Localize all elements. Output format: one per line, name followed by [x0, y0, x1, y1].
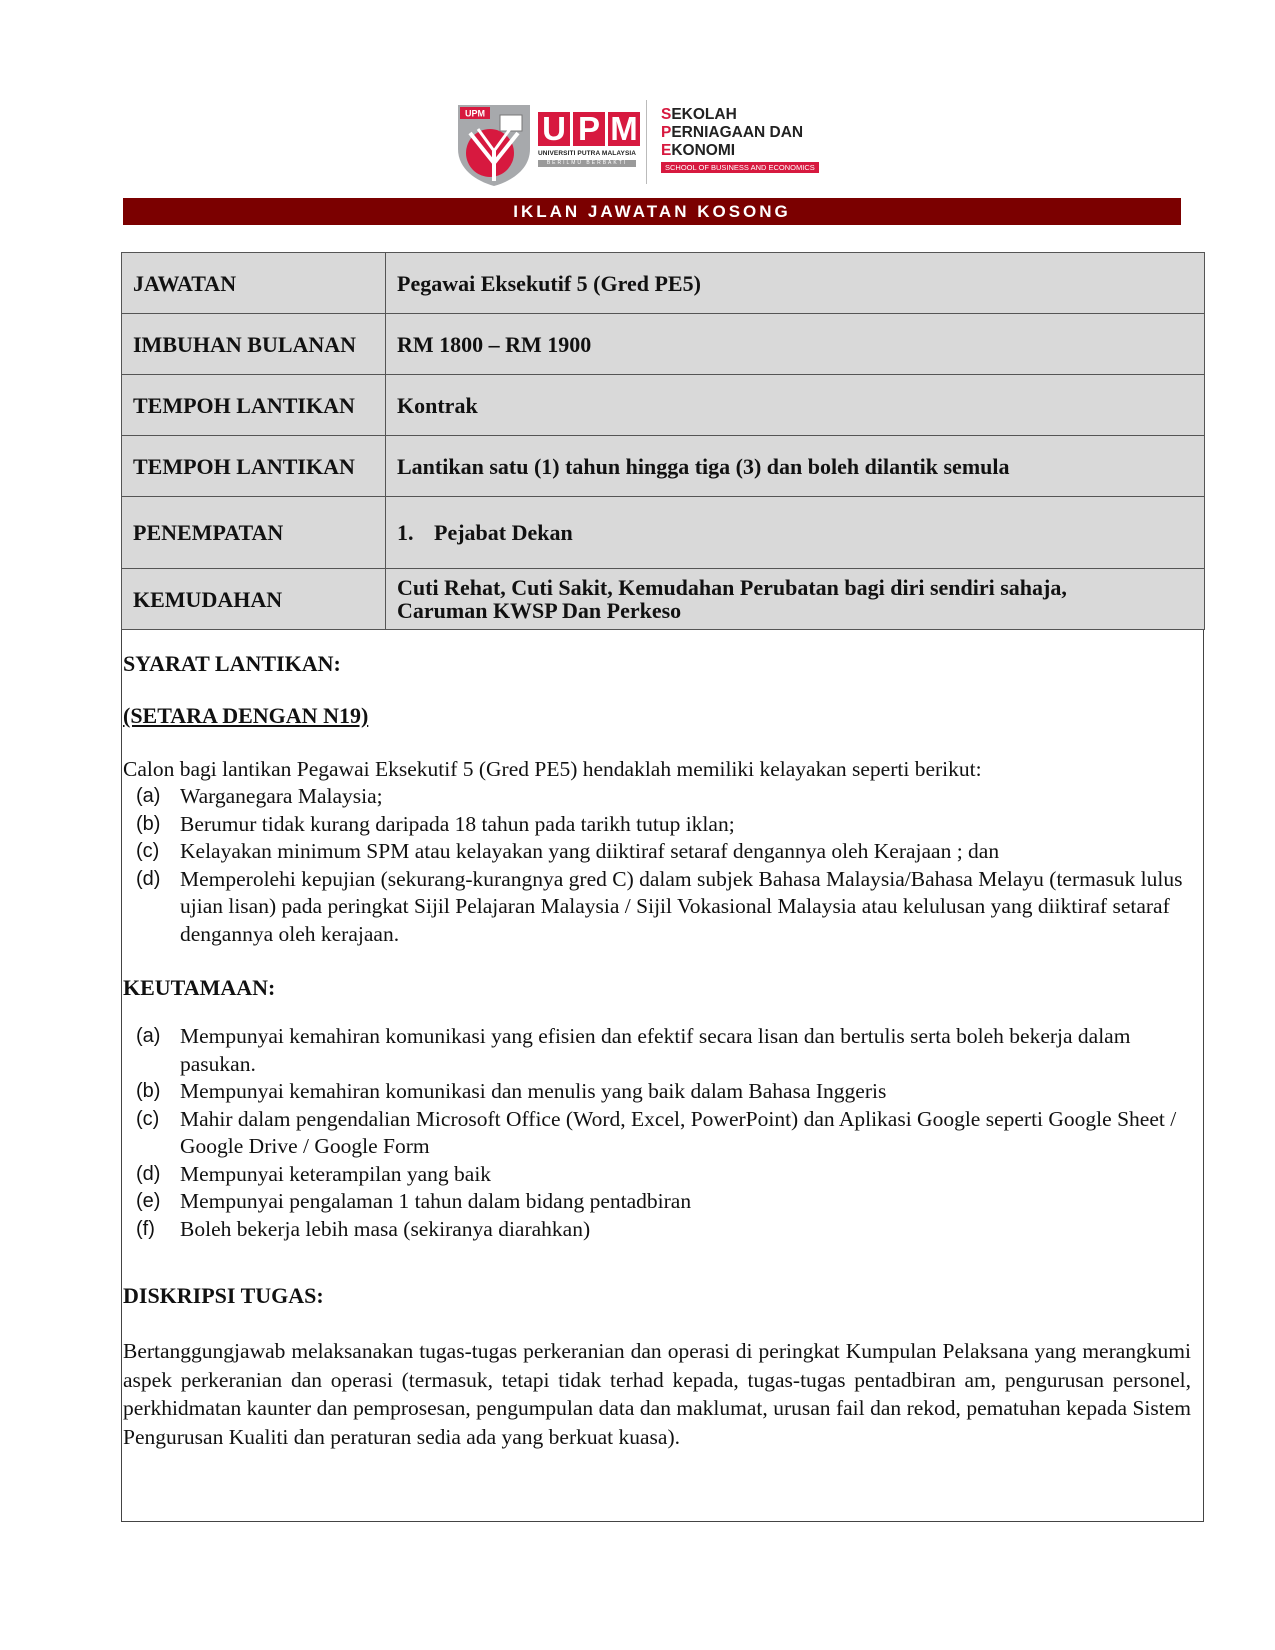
preferences-heading: KEUTAMAAN:	[123, 975, 276, 1000]
list-text: Mempunyai kemahiran komunikasi dan menulis yang baik dalam Bahasa Inggeris	[180, 1079, 887, 1103]
initial-letter: P	[661, 124, 672, 141]
list-item	[123, 811, 1191, 839]
table-row	[122, 436, 1205, 497]
row-label: PENEMPATAN	[122, 497, 386, 569]
requirements-section	[123, 650, 1191, 948]
row-value: Pegawai Eksekutif 5 (Gred PE5)	[386, 253, 1205, 314]
logo-divider	[646, 100, 647, 184]
svg-text:UPM: UPM	[465, 108, 485, 119]
job-info-table	[121, 252, 1205, 630]
duties-section	[123, 1282, 1191, 1451]
row-label: JAWATAN	[122, 253, 386, 314]
value-line: Caruman KWSP Dan Perkeso	[397, 598, 682, 623]
preferences-list	[123, 1023, 1191, 1243]
duties-heading: DISKRIPSI TUGAS:	[123, 1283, 324, 1308]
upm-sbe-logo	[456, 100, 856, 184]
list-text: Boleh bekerja lebih masa (sekiranya diarahkan)	[180, 1216, 591, 1241]
row-value	[386, 569, 1205, 630]
wordmark-letter: M	[608, 112, 640, 146]
list-text: Warganegara Malaysia;	[180, 784, 383, 808]
list-text: Kelayakan minimum SPM atau kelayakan yang diiktiraf setaraf dengannya oleh Kerajaan ; dan	[180, 839, 1000, 863]
list-item	[123, 783, 1191, 811]
row-label: TEMPOH LANTIKAN	[122, 375, 386, 436]
upm-wordmark	[538, 112, 640, 152]
table-row	[122, 253, 1205, 314]
row-label: TEMPOH LANTIKAN	[122, 436, 386, 497]
list-marker: (b)	[136, 812, 161, 835]
upm-crest-icon	[456, 103, 532, 187]
row-value: Lantikan satu (1) tahun hingga tiga (3) dan boleh dilantik semula	[386, 436, 1205, 497]
list-marker: (a)	[136, 785, 161, 807]
table-row	[122, 497, 1205, 569]
placement-text: Pejabat Dekan	[434, 520, 573, 545]
table-row	[122, 314, 1205, 375]
school-line	[661, 124, 803, 142]
value-line: Cuti Rehat, Cuti Sakit, Kemudahan Perubatan bagi diri sendiri sahaja,	[397, 575, 1067, 600]
row-label: IMBUHAN BULANAN	[122, 314, 386, 375]
line-rest: ERNIAGAAN DAN	[671, 124, 804, 141]
list-marker: (f)	[136, 1217, 155, 1240]
list-text: Mempunyai kemahiran komunikasi yang efisien dan efektif secara lisan dan bertulis serta boleh bekerja dalam pasukan.	[180, 1024, 1131, 1076]
vacancy-banner: IKLAN JAWATAN KOSONG	[123, 198, 1181, 225]
preferences-section	[123, 974, 1191, 1243]
requirements-intro: Calon bagi lantikan Pegawai Eksekutif 5 (Gred PE5) hendaklah memiliki kelayakan seperti berikut:	[123, 757, 982, 781]
list-item	[123, 866, 1191, 949]
row-value	[386, 497, 1205, 569]
row-value: Kontrak	[386, 375, 1205, 436]
list-item	[123, 838, 1191, 866]
school-line	[661, 142, 803, 160]
list-text: Mahir dalam pengendalian Microsoft Office (Word, Excel, PowerPoint) dan Aplikasi Google seperti Google Sheet / Google Drive / Google Form	[180, 1106, 1177, 1158]
list-marker: (e)	[136, 1190, 161, 1212]
list-marker: (d)	[136, 1162, 161, 1185]
list-item	[123, 1023, 1191, 1078]
list-marker: (a)	[136, 1025, 161, 1047]
wordmark-letter: P	[573, 112, 605, 146]
row-value: RM 1800 – RM 1900	[386, 314, 1205, 375]
school-line	[661, 106, 803, 124]
table-row	[122, 375, 1205, 436]
line-rest: KONOMI	[671, 142, 736, 159]
duties-text: Bertanggungjawab melaksanakan tugas-tugas perkeranian dan operasi di peringkat Kumpulan Pelaksana yang merangkumi aspek perkeranian dan operasi (termasuk, tetapi tidak terhad kepada, tugas-tugas pentadbiran am, pengurusan personel, perkhidmatan kaunter dan pemprosesan, pengumpulan data dan maklumat, urusan fail dan rekod, pematuhan kepada Sistem Pengurusan Kualiti dan peraturan sedia ada yang berkuat kuasa).	[123, 1339, 1191, 1449]
initial-letter: E	[661, 142, 672, 159]
placement-number: 1.	[397, 520, 414, 545]
list-item	[123, 1078, 1191, 1106]
list-text: Mempunyai keterampilan yang baik	[180, 1161, 492, 1186]
table-row	[122, 569, 1205, 630]
initial-letter: S	[661, 106, 672, 123]
list-marker: (c)	[136, 840, 160, 862]
line-rest: EKOLAH	[671, 106, 737, 123]
university-name: UNIVERSITI PUTRA MALAYSIA	[538, 150, 637, 157]
list-marker: (d)	[136, 867, 161, 890]
list-text: Memperolehi kepujian (sekurang-kurangnya gred C) dalam subjek Bahasa Malaysia/Bahasa Melayu (termasuk lulus ujian lisan) pada peringkat Sijil Pelajaran Malaysia / Sijil Vokasional Malaysia atau kelulusan yang diiktiraf setaraf dengannya oleh kerajaan.	[180, 866, 1183, 946]
requirements-heading: SYARAT LANTIKAN:	[123, 651, 341, 676]
university-motto: BERILMU BERBAKTI	[538, 160, 636, 167]
list-item	[123, 1161, 1191, 1189]
school-name-english: SCHOOL OF BUSINESS AND ECONOMICS	[661, 162, 819, 173]
list-item	[123, 1216, 1191, 1244]
list-item	[123, 1188, 1191, 1216]
school-name-malay	[661, 106, 803, 160]
requirements-list	[123, 783, 1191, 948]
row-label: KEMUDAHAN	[122, 569, 386, 630]
list-marker: (b)	[136, 1080, 161, 1102]
wordmark-letter: U	[538, 112, 570, 146]
list-text: Berumur tidak kurang daripada 18 tahun pada tarikh tutup iklan;	[180, 811, 735, 836]
requirements-subheading: (SETARA DENGAN N19)	[123, 703, 369, 728]
list-item	[123, 1106, 1191, 1161]
list-text: Mempunyai pengalaman 1 tahun dalam bidang pentadbiran	[180, 1189, 692, 1213]
list-marker: (c)	[136, 1107, 160, 1130]
